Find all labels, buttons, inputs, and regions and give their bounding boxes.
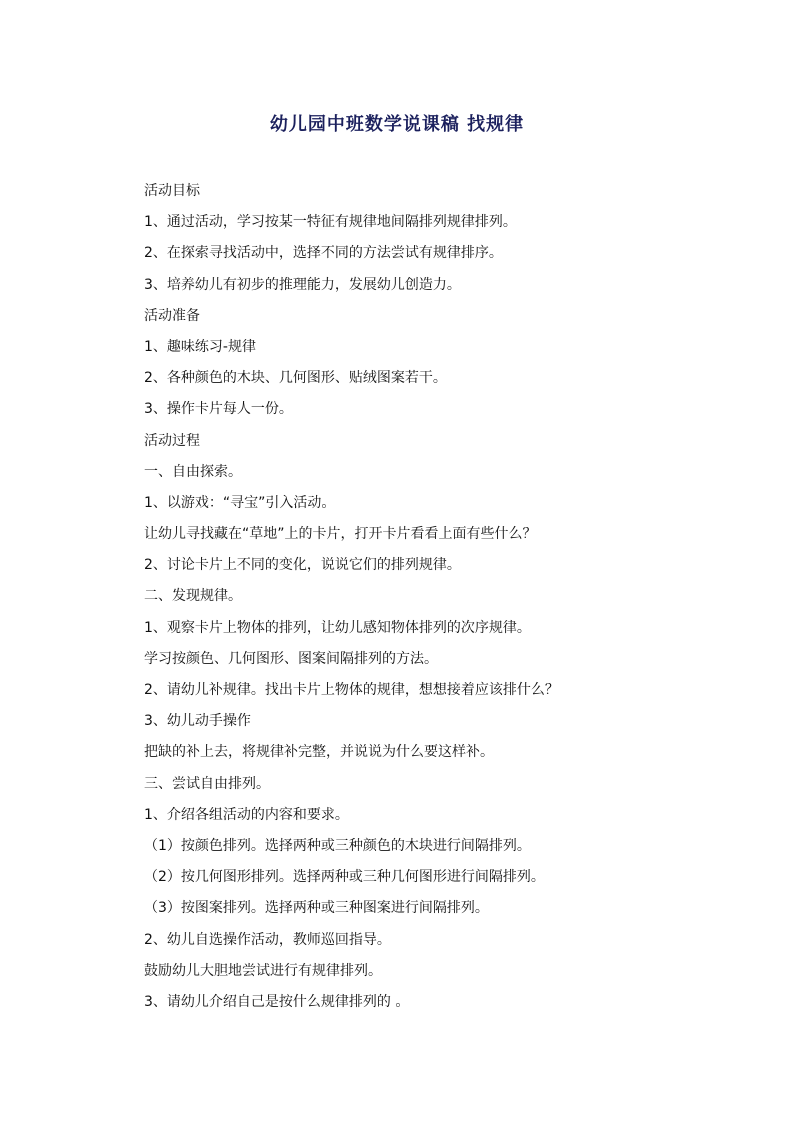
body-line: 活动目标 xyxy=(144,183,200,199)
body-line: 二、发现规律。 xyxy=(144,588,242,605)
body-line: 3、培养幼儿有初步的推理能力，发展幼儿创造力。 xyxy=(144,276,461,293)
body-line: 活动过程 xyxy=(144,432,200,449)
body-line: （2）按几何图形排列。选择两种或三种几何图形进行间隔排列。 xyxy=(144,869,545,886)
body-line: 3、幼儿动手操作 xyxy=(144,713,251,730)
body-line: 一、自由探索。 xyxy=(144,463,242,480)
page-title: 幼儿园中班数学说课稿 找规律 xyxy=(269,114,525,135)
body-line: 鼓励幼儿大胆地尝试进行有规律排列。 xyxy=(144,962,382,979)
body-line: 学习按颜色、几何图形、图案间隔排列的方法。 xyxy=(144,650,438,667)
body-line: （3）按图案排列。选择两种或三种图案进行间隔排列。 xyxy=(144,900,489,917)
body-line: 让幼儿寻找藏在“草地”上的卡片，打开卡片看看上面有些什么？ xyxy=(144,526,537,543)
body-line: 1、通过活动，学习按某一特征有规律地间隔排列规律排列。 xyxy=(144,214,517,231)
body-line: 3、操作卡片每人一份。 xyxy=(144,401,293,418)
body-line: 1、以游戏：“寻宝”引入活动。 xyxy=(144,494,336,511)
document-body xyxy=(144,176,664,1018)
body-line: 三、尝试自由排列。 xyxy=(144,775,270,792)
body-line: 2、讨论卡片上不同的变化，说说它们的排列规律。 xyxy=(144,557,461,574)
body-line: 2、在探索寻找活动中，选择不同的方法尝试有规律排序。 xyxy=(144,245,503,262)
body-line: （1）按颜色排列。选择两种或三种颜色的木块进行间隔排列。 xyxy=(144,837,531,854)
body-line: 1、介绍各组活动的内容和要求。 xyxy=(144,806,349,823)
body-line: 2、请幼儿补规律。找出卡片上物体的规律，想想接着应该排什么？ xyxy=(144,682,559,698)
body-line: 3、请幼儿介绍自己是按什么规律排列的 。 xyxy=(144,993,410,1010)
body-line: 1、观察卡片上物体的排列，让幼儿感知物体排列的次序规律。 xyxy=(144,619,531,636)
body-line: 活动准备 xyxy=(144,307,200,324)
body-line: 2、幼儿自选操作活动，教师巡回指导。 xyxy=(144,931,391,948)
body-line: 1、趣味练习-规律 xyxy=(144,338,256,355)
body-line: 把缺的补上去，将规律补完整，并说说为什么要这样补。 xyxy=(144,744,494,761)
body-line: 2、各种颜色的木块、几何图形、贴绒图案若干。 xyxy=(144,370,447,387)
